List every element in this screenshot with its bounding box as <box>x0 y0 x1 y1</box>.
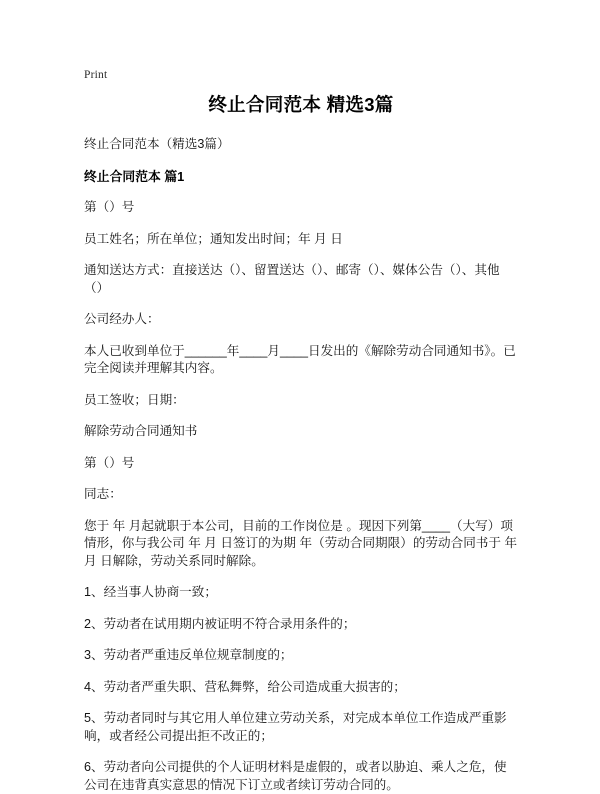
paragraph: 同志： <box>84 487 122 501</box>
paragraph: 通知送达方式：直接送达（）、留置送达（）、邮寄（）、媒体公告（）、其他（） <box>84 263 500 295</box>
paragraph: 第（）号 <box>84 200 135 214</box>
paragraph: 本人已收到单位于______年____月____日发出的《解除劳动合同通知书》。已完全阅读并理解其内容。 <box>84 343 516 375</box>
list-item: 6、劳动者向公司提供的个人证明材料是虚假的，或者以胁迫、乘人之危，使公司在违背真实意思的情况下订立或者续订劳动合同的。 <box>84 760 507 792</box>
paragraph: 第（）号 <box>84 455 135 470</box>
page-title: 终止合同范本 精选3篇 <box>208 94 394 115</box>
list-item: 2、劳动者在试用期内被证明不符合录用条件的； <box>84 616 356 631</box>
list-item: 5、劳动者同时与其它用人单位建立劳动关系，对完成本单位工作造成严重影响，或者经公司提出拒不改正的； <box>84 711 507 743</box>
paragraph: 员工签收；日期： <box>84 392 185 407</box>
paragraph: 员工姓名；所在单位；通知发出时间；年 月 日 <box>84 231 343 246</box>
print-button[interactable]: Print <box>84 69 108 81</box>
paragraph: 解除劳动合同通知书 <box>84 424 198 438</box>
document-subtitle: 终止合同范本（精选3篇） <box>84 137 230 151</box>
list-item: 1、经当事人协商一致； <box>84 585 217 599</box>
document-content <box>84 92 518 794</box>
section-heading: 终止合同范本 篇1 <box>84 169 185 184</box>
paragraph: 公司经办人： <box>84 312 160 326</box>
list-item: 4、劳动者严重失职、营私舞弊，给公司造成重大损害的； <box>84 679 406 694</box>
paragraph: 您于 年 月起就职于本公司，目前的工作岗位是 。现因下列第____（大写）项情形，你与我公司 年 月 日签订的为期 年（劳动合同期限）的劳动合同书于 年 月 日解除，劳动关系同时解除。 <box>84 518 518 568</box>
list-item: 3、劳动者严重违反单位规章制度的； <box>84 648 293 662</box>
